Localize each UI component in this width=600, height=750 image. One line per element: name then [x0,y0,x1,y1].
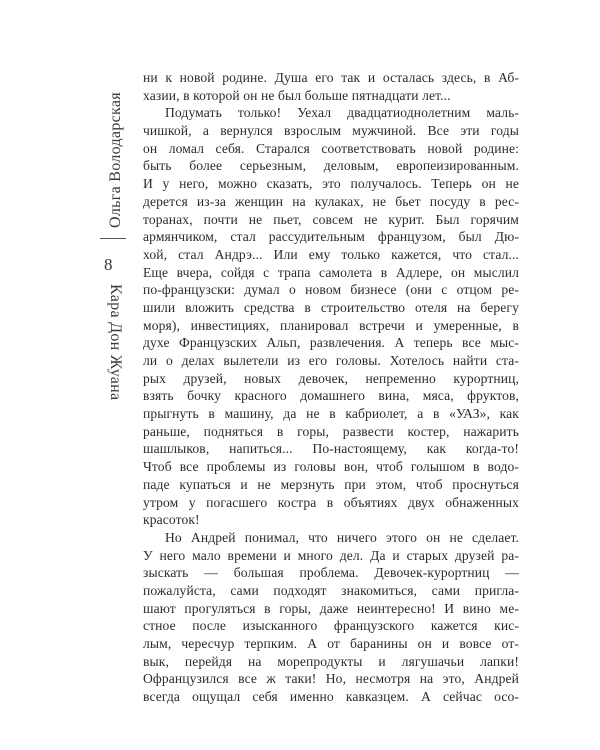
text-line: паде купаться и не мерзнуть при этом, чтоб проснуться [143,476,519,492]
text-line: лым, чересчур терпким. А от баранины он и вовсе от- [143,636,519,651]
text-line: шают прогуляться в горы, даже неинтересно! И вино ме- [143,600,519,616]
text-line: утром у погасшего костра в объятиях двух обнаженных [143,494,519,510]
text-line: всегда ощущал себя именно кавказцем. А сейчас осо- [143,689,519,705]
text-line: стное после изысканного французского кажется кис- [143,618,519,634]
text-line: Чтоб все проблемы из головы вон, чтоб голышом в водо- [143,459,519,475]
text-line: Еще вчера, сойдя с трапа самолета в Адлере, он мыслил [143,264,519,280]
text-line: И у него, можно сказать, это получалось. Теперь он не [143,176,519,192]
text-line: Но Андрей понимал, что ничего этого он не сделает. [165,529,519,545]
text-line: по-французски: думал о новом бизнесе (они с отцом ре- [143,282,519,298]
text-line: прыгнуть в машину, да не в кабриолет, а в «УАЗ», как [143,406,519,422]
text-line: ли о делах вылетели из его головы. Хотелось найти ста- [143,353,519,368]
text-line: армянчиком, стал рассудительным французом, был Дю- [143,229,519,245]
text-line: рых друзей, новых девочек, непременно курортниц, [143,370,519,386]
text-line: он ломал себя. Старался соответствовать новой родине: [143,140,519,156]
text-line: раньше, подняться в горы, развести костер, нажарить [143,423,519,439]
text-line: взять бочку красного домашнего вина, мяса, фруктов, [143,388,519,404]
page-number: 8 [104,255,113,274]
body-text [143,69,519,706]
text-line: дерется из-за женщин на кулаках, не бьет посуду в рес- [143,193,519,209]
text-line: шашлыков, напиться... По-настоящему, как когда-то! [143,441,519,457]
text-line: пожалуйста, сами подходят знакомиться, сами пригла- [143,582,519,598]
text-line: вык, перейдя на морепродукты и лягушачьи лапки! [143,653,519,669]
text-line: ни к новой родине. Душа его так и осталась здесь, в Аб- [143,70,519,85]
text-line: духе Французских Альп, развлечения. А теперь все мыс- [143,335,519,351]
text-line: красоток! [143,512,200,528]
text-line: моря), инвестициях, планировал встречи и умеренные, в [143,317,519,333]
running-head-divider [100,238,126,239]
text-line: Офранцузился все ж таки! Но, несмотря на это, Андрей [143,671,519,687]
text-line: чишкой, а вернулся взрослым мужчиной. Все эти годы [143,123,519,139]
text-line: быть более серьезным, деловым, европеизированным. [143,158,519,174]
text-line: зыскать — большая проблема. Девочек-курортниц — [143,565,519,581]
running-head-book-title: Кара Дон Жуана [107,284,124,401]
text-line: торанах, почти не пьет, совсем не курит. Был горячим [143,211,519,227]
text-line: хой, стал Андрэ... Или ему только кажется, что стал... [143,246,519,262]
text-line: У него мало времени и много дел. Да и старых друзей ра- [143,547,519,563]
text-line: шили вложить средства в строительство отеля на берегу [143,299,519,315]
running-head-author: Ольга Володарская [107,92,124,228]
text-line: хазии, в которой он не был больше пятнадцати лет... [143,87,451,103]
text-line: Подумать только! Уехал двадцатиоднолетним маль- [165,105,519,121]
